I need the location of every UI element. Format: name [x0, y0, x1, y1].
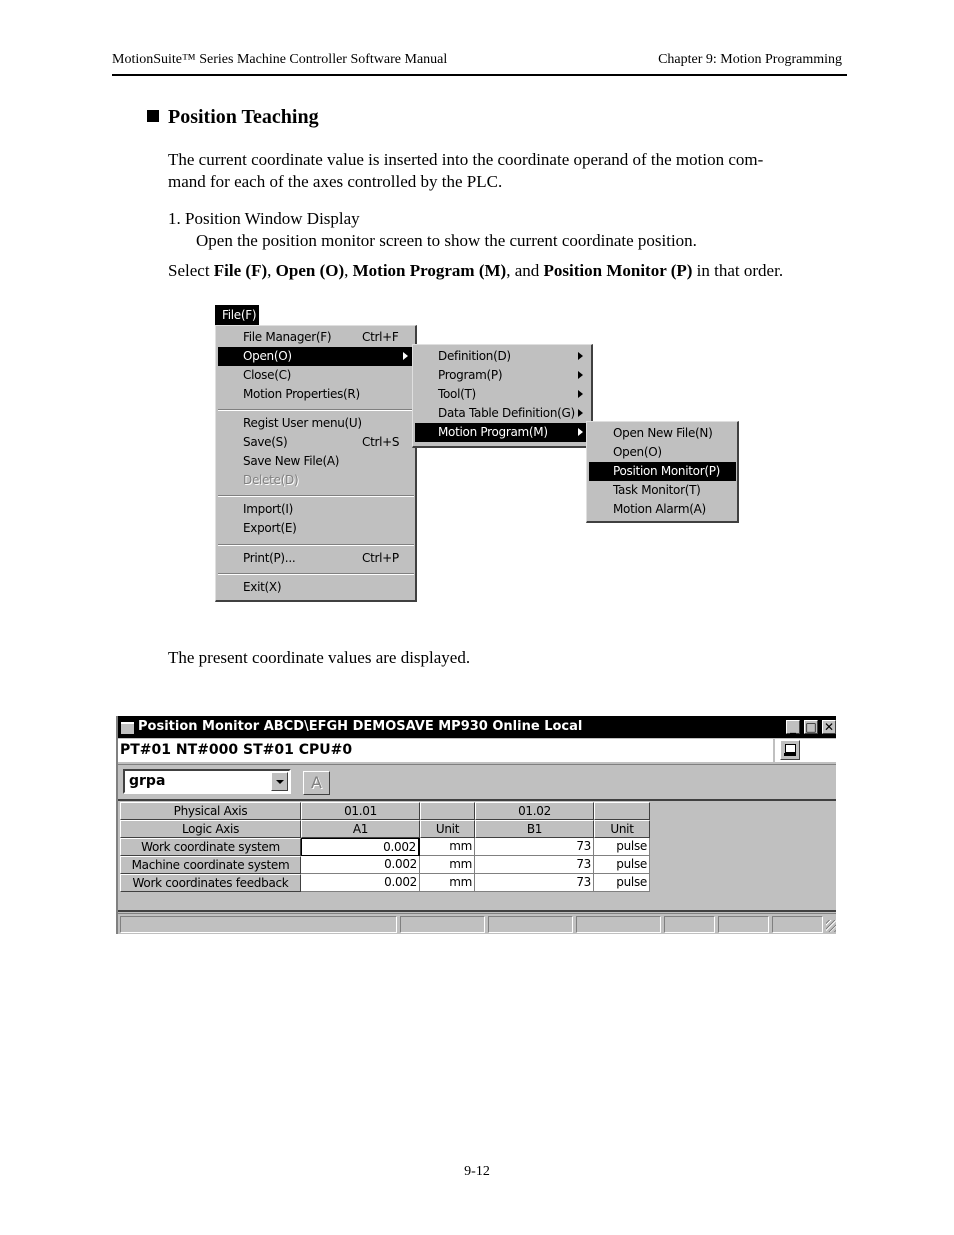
status-pane: [120, 916, 397, 933]
table-cell[interactable]: 0.002: [301, 874, 420, 892]
menu-separator: [218, 495, 414, 497]
menu-separator: [218, 573, 414, 575]
window-title: Position Monitor ABCD\EFGH DEMOSAVE MP930 Online Local: [138, 719, 583, 734]
menu-item-open-new-file[interactable]: Open New File(N): [613, 426, 713, 440]
menu-item-import[interactable]: Import(I): [243, 502, 294, 516]
bullet-square-icon: [147, 110, 159, 122]
status-pane: [718, 916, 769, 933]
chevron-down-icon[interactable]: [271, 772, 288, 791]
menu-item-delete: Delete(D): [243, 473, 299, 487]
menu-item-print[interactable]: Print(P)... Ctrl+P: [243, 551, 399, 565]
physical-axis-cell: 01.02: [475, 802, 594, 820]
submenu-arrow-icon: [578, 390, 583, 398]
menu-item-file-manager[interactable]: File Manager(F) Ctrl+F: [243, 330, 399, 344]
physical-axis-cell: [594, 802, 650, 820]
submenu-arrow-icon: [578, 428, 583, 436]
status-pane: [664, 916, 715, 933]
logic-axis-cell: Unit: [594, 820, 650, 838]
step-1-description: Open the position monitor screen to show the current coordinate position.: [196, 231, 697, 250]
physical-axis-cell: 01.01: [301, 802, 420, 820]
menu-item-program[interactable]: Program(P): [415, 366, 590, 385]
menu-item-motion-open[interactable]: Open(O): [613, 445, 662, 459]
step-1-title: 1. Position Window Display: [168, 209, 360, 228]
menu-item-close[interactable]: Close(C): [243, 368, 292, 382]
group-select[interactable]: [123, 769, 291, 794]
table-cell[interactable]: mm: [420, 874, 475, 892]
row-header-machine-coordinate: Machine coordinate system: [120, 856, 301, 874]
status-pane: [576, 916, 661, 933]
group-select-value: grpa: [129, 773, 166, 789]
status-pane: [772, 916, 823, 933]
row-header-work-coordinate: Work coordinate system: [120, 838, 301, 856]
table-cell[interactable]: pulse: [594, 856, 650, 874]
table-cell[interactable]: mm: [420, 838, 475, 856]
position-grid: [118, 800, 836, 908]
submenu-arrow-icon: [578, 409, 583, 417]
menu-item-save-new-file[interactable]: Save New File(A): [243, 454, 340, 468]
status-pane: [488, 916, 573, 933]
select-instruction: Select File (F), Open (O), Motion Program (M), and Position Monitor (P) in that order.: [168, 261, 784, 280]
logic-axis-cell: B1: [475, 820, 594, 838]
section-title: Position Teaching: [168, 106, 319, 128]
open-submenu: [412, 344, 593, 448]
table-cell[interactable]: 0.002: [301, 856, 420, 874]
table-cell[interactable]: 73: [475, 838, 594, 856]
table-cell[interactable]: mm: [420, 856, 475, 874]
status-pane: [400, 916, 485, 933]
submenu-arrow-icon: [403, 352, 408, 360]
maximize-button[interactable]: □: [805, 720, 817, 734]
submenu-arrow-icon: [578, 371, 583, 379]
menu-separator: [218, 544, 414, 546]
row-header-physical-axis: Physical Axis: [120, 802, 301, 820]
close-button[interactable]: ✕: [823, 720, 835, 734]
station-label: PT#01 NT#000 ST#01 CPU#0: [120, 742, 353, 758]
logic-axis-cell: Unit: [420, 820, 475, 838]
table-cell[interactable]: 0.002: [301, 838, 420, 856]
menu-separator: [218, 409, 414, 411]
window-titlebar[interactable]: [118, 716, 836, 738]
logic-axis-cell: A1: [301, 820, 420, 838]
table-cell[interactable]: pulse: [594, 838, 650, 856]
resize-grip-icon[interactable]: [826, 920, 836, 932]
physical-axis-cell: [420, 802, 475, 820]
file-menu-title[interactable]: File(F): [215, 305, 259, 325]
table-cell[interactable]: 73: [475, 874, 594, 892]
menu-item-motion-program[interactable]: Motion Program(M): [415, 423, 590, 442]
submenu-arrow-icon: [578, 352, 583, 360]
intro-line-1: The current coordinate value is inserted into the coordinate operand of the motion com-: [168, 150, 764, 169]
table-cell[interactable]: pulse: [594, 874, 650, 892]
menu-item-tool[interactable]: Tool(T): [415, 385, 590, 404]
table-cell[interactable]: 73: [475, 856, 594, 874]
menu-item-task-monitor[interactable]: Task Monitor(T): [613, 483, 701, 497]
motion-program-submenu: [586, 421, 739, 523]
menu-item-data-table-definition[interactable]: Data Table Definition(G): [415, 404, 590, 423]
grid-bottom-border: [118, 910, 836, 912]
menu-item-save[interactable]: Save(S) Ctrl+S: [243, 435, 400, 449]
menu-item-regist-user-menu[interactable]: Regist User menu(U): [243, 416, 362, 430]
menu-item-open[interactable]: Open(O): [218, 347, 414, 366]
page-number: 9-12: [464, 1164, 490, 1179]
menu-item-export[interactable]: Export(E): [243, 521, 297, 535]
file-menu: [215, 325, 417, 602]
result-text: The present coordinate values are displayed.: [168, 648, 471, 667]
menu-item-exit[interactable]: Exit(X): [243, 580, 282, 594]
row-header-work-feedback: Work coordinates feedback: [120, 874, 301, 892]
menu-item-motion-alarm[interactable]: Motion Alarm(A): [613, 502, 706, 516]
minimize-button[interactable]: _: [786, 720, 800, 734]
position-monitor-window: [116, 716, 836, 934]
toolbar-divider: [118, 764, 836, 765]
header-left: MotionSuite™ Series Machine Controller Software Manual: [112, 52, 448, 67]
status-bar: [118, 913, 836, 934]
intro-line-2: mand for each of the axes controlled by the PLC.: [168, 172, 503, 191]
a-button[interactable]: A: [303, 771, 330, 795]
header-right: Chapter 9: Motion Programming: [658, 52, 842, 67]
system-menu-icon[interactable]: [121, 722, 134, 734]
monitor-icon[interactable]: [780, 740, 800, 760]
menu-item-motion-properties[interactable]: Motion Properties(R): [243, 387, 360, 401]
station-divider: [773, 739, 775, 762]
menu-item-definition[interactable]: Definition(D): [415, 347, 590, 366]
section-heading: [147, 106, 319, 129]
header-rule: [112, 74, 847, 76]
menu-item-position-monitor[interactable]: Position Monitor(P): [589, 462, 736, 481]
row-header-logic-axis: Logic Axis: [120, 820, 301, 838]
